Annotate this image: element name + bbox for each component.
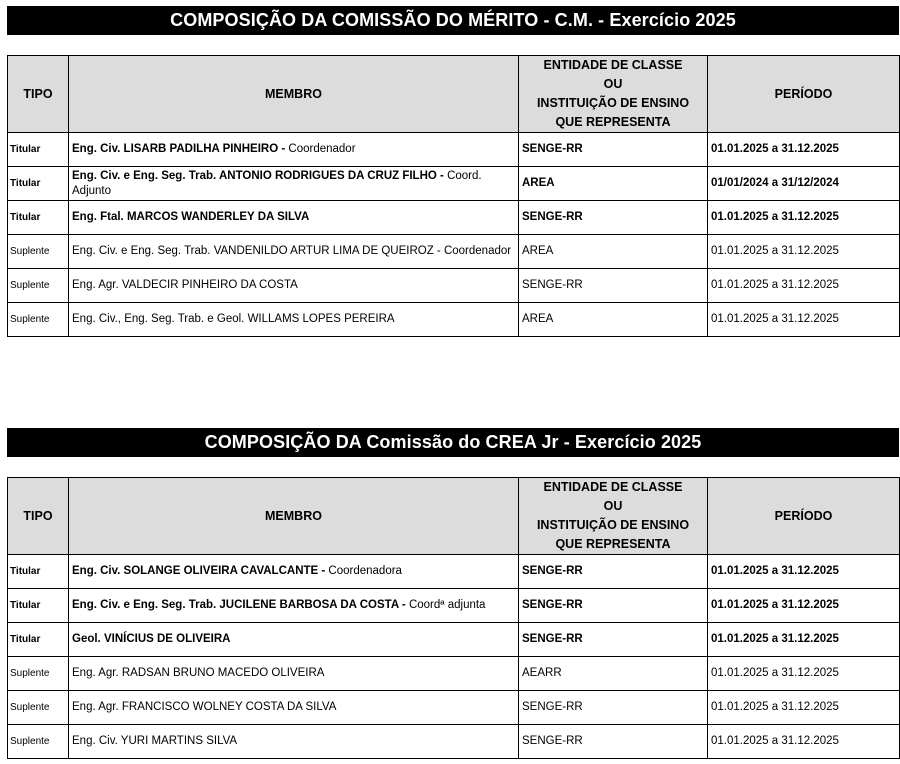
member-name: Eng. Ftal. MARCOS WANDERLEY DA SILVA	[72, 211, 310, 223]
member-name: Eng. Civ. SOLANGE OLIVEIRA CAVALCANTE -	[72, 565, 329, 577]
cell-periodo: 01.01.2025 a 31.12.2025	[708, 269, 900, 303]
member-role: Coordenador	[443, 245, 512, 257]
cell-membro	[69, 657, 519, 691]
table-row	[8, 691, 900, 725]
cell-entidade: SENGE-RR	[519, 133, 708, 167]
cell-tipo: Titular	[8, 589, 69, 623]
cell-entidade: AREA	[519, 167, 708, 201]
cell-membro	[69, 235, 519, 269]
cell-entidade: SENGE-RR	[519, 201, 708, 235]
cell-membro	[69, 303, 519, 337]
cell-entidade: AEARR	[519, 657, 708, 691]
member-name: Geol. VINÍCIUS DE OLIVEIRA	[72, 633, 231, 645]
cell-periodo: 01.01.2025 a 31.12.2025	[708, 657, 900, 691]
table-row	[8, 589, 900, 623]
section-title: COMPOSIÇÃO DA COMISSÃO DO MÉRITO - C.M. - Exercício 2025	[7, 6, 899, 35]
cell-membro	[69, 555, 519, 589]
cell-tipo: Suplente	[8, 725, 69, 759]
member-role: Coordª adjunta	[408, 599, 486, 611]
header-entidade-line: QUE REPRESENTA	[555, 537, 671, 551]
table-row	[8, 657, 900, 691]
section-comissao-crea-jr	[7, 428, 899, 747]
member-name: Eng. Agr. RADSAN BRUNO MACEDO OLIVEIRA	[72, 667, 325, 679]
section-comissao-merito	[7, 6, 899, 325]
table-row	[8, 133, 900, 167]
cell-membro	[69, 623, 519, 657]
header-entidade	[519, 56, 708, 133]
table-row	[8, 201, 900, 235]
cell-periodo: 01/01/2024 a 31/12/2024	[708, 167, 900, 201]
cell-entidade: SENGE-RR	[519, 589, 708, 623]
cell-tipo: Suplente	[8, 691, 69, 725]
header-entidade-line: INSTITUIÇÃO DE ENSINO	[536, 518, 690, 532]
section-title: COMPOSIÇÃO DA Comissão do CREA Jr - Exercício 2025	[7, 428, 899, 457]
cell-tipo: Titular	[8, 133, 69, 167]
cell-entidade: AREA	[519, 303, 708, 337]
table-row	[8, 303, 900, 337]
header-periodo: PERÍODO	[708, 478, 900, 555]
member-name: Eng. Civ. LISARB PADILHA PINHEIRO -	[72, 143, 289, 155]
member-name: Eng. Civ. e Eng. Seg. Trab. VANDENILDO ARTUR LIMA DE QUEIROZ -	[72, 245, 444, 257]
cell-entidade: SENGE-RR	[519, 623, 708, 657]
header-entidade	[519, 478, 708, 555]
header-tipo: TIPO	[8, 56, 69, 133]
member-role: Coordenador	[288, 143, 356, 155]
cell-tipo: Titular	[8, 201, 69, 235]
members-table	[7, 55, 900, 337]
cell-membro	[69, 133, 519, 167]
member-name: Eng. Agr. FRANCISCO WOLNEY COSTA DA SILVA	[72, 701, 337, 713]
header-membro: MEMBRO	[69, 478, 519, 555]
member-role: Coord. Adjunto	[72, 169, 482, 197]
header-periodo: PERÍODO	[708, 56, 900, 133]
cell-entidade: SENGE-RR	[519, 691, 708, 725]
cell-periodo: 01.01.2025 a 31.12.2025	[708, 133, 900, 167]
member-name: Eng. Agr. VALDECIR PINHEIRO DA COSTA	[72, 279, 298, 291]
cell-entidade: SENGE-RR	[519, 555, 708, 589]
member-role: Coordenadora	[328, 565, 402, 577]
cell-tipo: Titular	[8, 623, 69, 657]
cell-periodo: 01.01.2025 a 31.12.2025	[708, 201, 900, 235]
header-entidade-line: ENTIDADE DE CLASSE	[543, 58, 683, 72]
cell-tipo: Suplente	[8, 235, 69, 269]
member-name: Eng. Civ. e Eng. Seg. Trab. JUCILENE BARBOSA DA COSTA -	[72, 599, 409, 611]
header-membro: MEMBRO	[69, 56, 519, 133]
cell-tipo: Titular	[8, 167, 69, 201]
cell-entidade: AREA	[519, 235, 708, 269]
cell-periodo: 01.01.2025 a 31.12.2025	[708, 235, 900, 269]
cell-periodo: 01.01.2025 a 31.12.2025	[708, 589, 900, 623]
cell-membro	[69, 167, 519, 201]
cell-tipo: Suplente	[8, 269, 69, 303]
cell-tipo: Suplente	[8, 303, 69, 337]
header-entidade-line: OU	[603, 77, 623, 91]
table-row	[8, 269, 900, 303]
table-row	[8, 623, 900, 657]
cell-periodo: 01.01.2025 a 31.12.2025	[708, 691, 900, 725]
header-entidade-line: OU	[603, 499, 623, 513]
cell-membro	[69, 725, 519, 759]
cell-periodo: 01.01.2025 a 31.12.2025	[708, 623, 900, 657]
table-header-row	[8, 478, 900, 555]
cell-tipo: Suplente	[8, 657, 69, 691]
header-entidade-line: INSTITUIÇÃO DE ENSINO	[536, 96, 690, 110]
table-row	[8, 555, 900, 589]
cell-periodo: 01.01.2025 a 31.12.2025	[708, 303, 900, 337]
member-name: Eng. Civ. YURI MARTINS SILVA	[72, 735, 238, 747]
cell-membro	[69, 201, 519, 235]
table-row	[8, 725, 900, 759]
cell-membro	[69, 269, 519, 303]
cell-membro	[69, 589, 519, 623]
header-entidade-line: QUE REPRESENTA	[555, 115, 671, 129]
header-entidade-line: ENTIDADE DE CLASSE	[543, 480, 683, 494]
cell-entidade: SENGE-RR	[519, 725, 708, 759]
member-name: Eng. Civ. e Eng. Seg. Trab. ANTONIO RODRIGUES DA CRUZ FILHO -	[72, 169, 448, 182]
cell-membro	[69, 691, 519, 725]
member-name: Eng. Civ., Eng. Seg. Trab. e Geol. WILLAMS LOPES PEREIRA	[72, 313, 395, 325]
table-row	[8, 235, 900, 269]
cell-entidade: SENGE-RR	[519, 269, 708, 303]
cell-tipo: Titular	[8, 555, 69, 589]
header-tipo: TIPO	[8, 478, 69, 555]
cell-periodo: 01.01.2025 a 31.12.2025	[708, 725, 900, 759]
table-row	[8, 167, 900, 201]
table-header-row	[8, 56, 900, 133]
cell-periodo: 01.01.2025 a 31.12.2025	[708, 555, 900, 589]
members-table	[7, 477, 900, 759]
